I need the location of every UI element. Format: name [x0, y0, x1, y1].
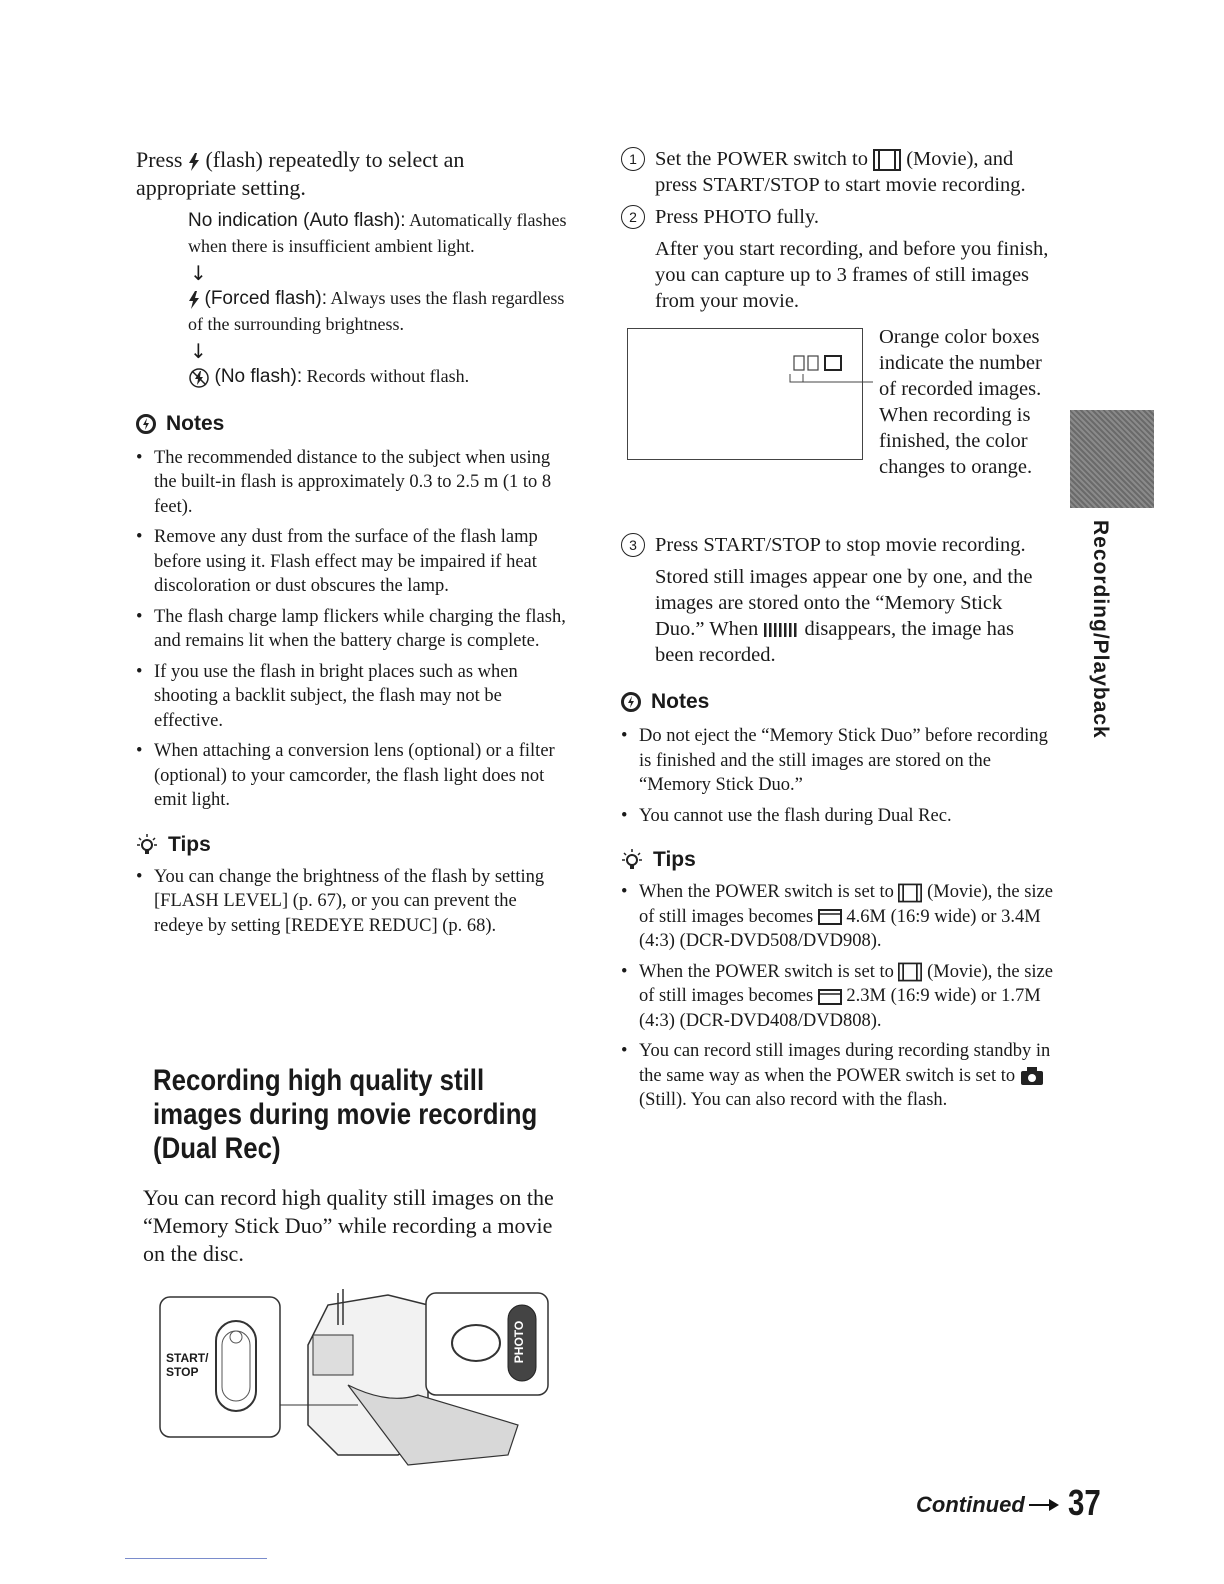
continued-label: Continued — [916, 1492, 1059, 1518]
notes-list — [621, 724, 1053, 828]
section-tab-label: Recording/Playback — [1089, 520, 1112, 739]
camcorder-drawing — [158, 1285, 553, 1470]
movie-mode-icon — [898, 883, 922, 903]
lightbulb-icon — [136, 833, 158, 857]
image-count-boxes-icon — [781, 352, 881, 392]
dual-rec-diagram — [621, 324, 1053, 504]
arrow-down-icon: ↓ — [190, 261, 207, 285]
right-column — [621, 146, 1053, 1119]
section-title: Recording high quality still images during movie recording (Dual Rec) — [153, 1064, 538, 1165]
list-item: • Do not eject the “Memory Stick Duo” before recording is finished and the still images are stored on the “Memory Stick Duo.” — [621, 724, 1053, 798]
list-item: • When the POWER switch is set to (Movie), the size of still images becomes 2.3M (16:9 wide) or 1.7M (4:3) (DCR-DVD408/DVD808). — [621, 960, 1053, 1034]
notes-heading: Notes — [136, 412, 566, 436]
step-3: 3 Press START/STOP to stop movie recording. — [621, 532, 1053, 558]
still-camera-icon — [1020, 1066, 1044, 1086]
flash-option-forced: (Forced flash): Always uses the flash regardless of the surrounding brightness. — [188, 288, 565, 334]
recording-indicator-icon — [763, 622, 799, 638]
start-stop-label: START/ STOP — [166, 1351, 209, 1379]
section-tab-marker — [1070, 410, 1154, 508]
image-size-icon — [818, 908, 842, 926]
photo-button-label: PHOTO — [512, 1320, 527, 1364]
screen-frame — [627, 328, 863, 460]
section-intro: You can record high quality still images on the “Memory Stick Duo” while recording a movie on the disc. — [143, 1185, 554, 1266]
tips-heading: Tips — [621, 848, 1053, 872]
movie-mode-icon — [873, 149, 901, 171]
step-1: 1 Set the POWER switch to (Movie), and press START/STOP to start movie recording. — [621, 146, 1053, 198]
list-item: • The recommended distance to the subject when using the built-in flash is approximately 0.3 to 2.5 m (1 to 8 feet). — [136, 446, 566, 520]
list-item: • You can record still images during recording standby in the same way as when the POWER switch is set to (Still). You can also record with the flash. — [621, 1039, 1053, 1113]
no-flash-icon — [188, 367, 210, 389]
flash-intro: Press (flash) repeatedly to select an appropriate setting. — [136, 147, 465, 200]
footer-rule — [125, 1558, 267, 1559]
notes-heading: Notes — [621, 690, 1053, 714]
camcorder-illustration — [158, 1285, 553, 1470]
flash-option-off: (No flash): Records without flash. — [188, 364, 568, 390]
movie-mode-icon — [898, 962, 922, 982]
flash-icon — [188, 153, 200, 171]
step-2: 2 Press PHOTO fully. — [621, 204, 1053, 230]
notes-icon — [136, 414, 156, 434]
page-number: 37 — [1068, 1482, 1101, 1523]
list-item: • If you use the flash in bright places such as when shooting a backlit subject, the flash may not be effective. — [136, 660, 566, 734]
tips-list — [136, 865, 566, 939]
left-column — [136, 146, 566, 944]
list-item: • When the POWER switch is set to (Movie), the size of still images becomes 4.6M (16:9 wide) or 3.4M (4:3) (DCR-DVD508/DVD908). — [621, 880, 1053, 954]
arrow-down-icon: ↓ — [190, 339, 207, 363]
tips-list — [621, 880, 1053, 1113]
lightbulb-icon — [621, 848, 643, 872]
list-item: • Remove any dust from the surface of the flash lamp before using it. Flash effect may be impaired if heat discoloration or dust obscures the lamp. — [136, 525, 566, 599]
flash-option-auto: No indication (Auto flash): Automatically flashes when there is insufficient ambient light. — [188, 210, 567, 256]
step-3-detail: Stored still images appear one by one, and the images are stored onto the “Memory Stick Duo.” When disappears, the image has been recorded. — [655, 566, 1033, 666]
list-item: • You cannot use the flash during Dual Rec. — [621, 804, 1053, 829]
flash-icon — [188, 291, 200, 309]
flash-options — [188, 208, 568, 390]
list-item: • The flash charge lamp flickers while charging the flash, and remains lit when the battery charge is complete. — [136, 605, 566, 654]
diagram-caption: Orange color boxes indicate the number of recorded images. When recording is finished, the color changes to orange. — [879, 326, 1042, 478]
list-item: • When attaching a conversion lens (optional) or a filter (optional) to your camcorder, the flash light does not emit light. — [136, 739, 566, 813]
image-size-icon — [818, 988, 842, 1006]
arrow-right-icon — [1029, 1497, 1059, 1513]
list-item: • You can change the brightness of the flash by setting [FLASH LEVEL] (p. 67), or you can prevent the redeye by setting [REDEYE REDUC] (p. 68). — [136, 865, 566, 939]
step-2-detail: After you start recording, and before you finish, you can capture up to 3 frames of still images from your movie. — [655, 238, 1049, 312]
tips-heading: Tips — [136, 833, 566, 857]
notes-list — [136, 446, 566, 813]
notes-icon — [621, 692, 641, 712]
